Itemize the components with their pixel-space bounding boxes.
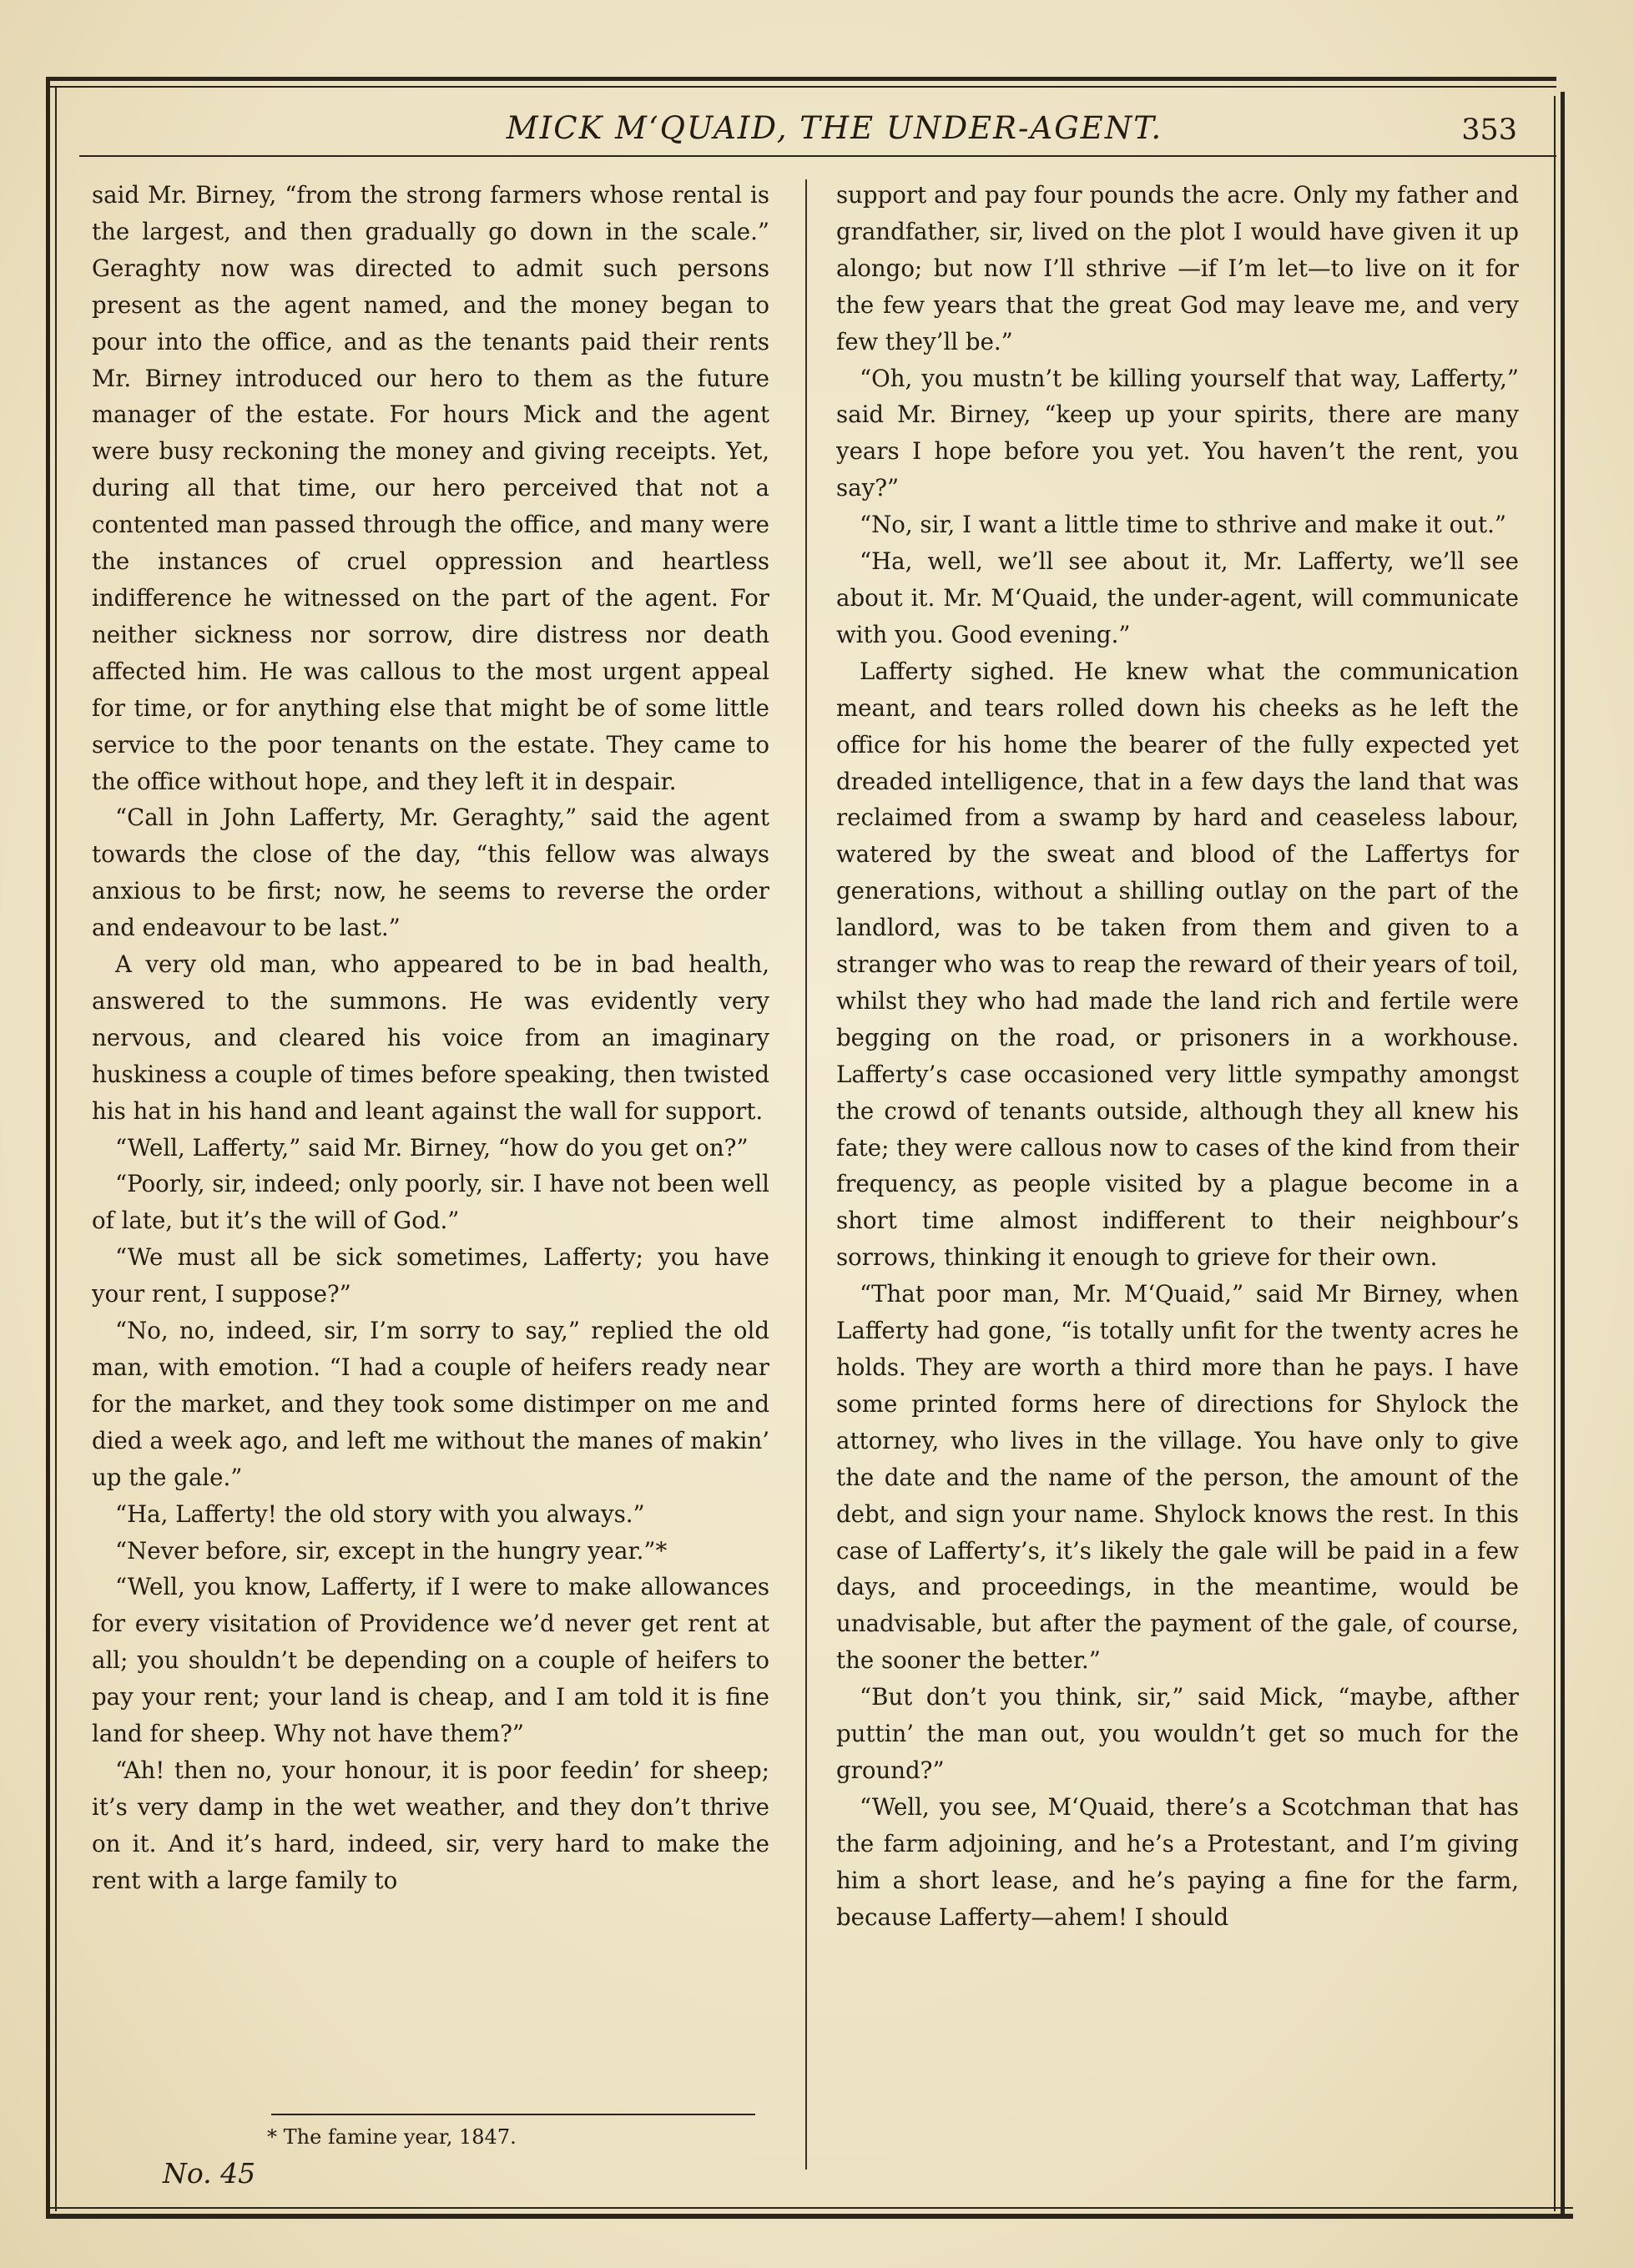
paragraph: “Ha, well, we’ll see about it, Mr. Lafferty, we’ll see about it. Mr. M‘Quaid, the under-agent, will communicate with you. Good evening.” bbox=[836, 547, 1519, 648]
footnote: * The famine year, 1847. bbox=[267, 2125, 517, 2149]
paragraph: “That poor man, Mr. M‘Quaid,” said Mr Birney, when Lafferty had gone, “is totally unfit for the twenty acres he holds. They are worth a third more than he pays. I have some printed forms here of directions for Shylock the attorney, who lives in the village. You have only to give the date and the name of the person, the amount of the debt, and sign your name. Shylock knows the rest. In this case of Lafferty’s, it’s likely the gale will be paid in a few days, and proceedings, in the meantime, would be unadvisable, but after the payment of the gale, of course, the sooner the better.” bbox=[836, 1280, 1519, 1675]
paragraph: “Call in John Lafferty, Mr. Geraghty,” said the agent towards the close of the day, “this fellow was always anxious to be first; now, he seems to reverse the order and endeavour to be last.” bbox=[92, 804, 769, 942]
bottom-rule-thin bbox=[46, 2207, 1573, 2209]
paragraph: “Ha, Lafferty! the old story with you always.” bbox=[115, 1499, 645, 1528]
paragraph: “But don’t you think, sir,” said Mick, “maybe, afther puttin’ the man out, you wouldn’t get so much for the ground?” bbox=[836, 1683, 1519, 1784]
top-rule-thick bbox=[46, 77, 1556, 81]
paragraph: “Ah! then no, your honour, it is poor feedin’ for sheep; it’s very damp in the wet weather, and they don’t thrive on it. And it’s hard, indeed, sir, very hard to make the rent with a large family to bbox=[92, 1756, 769, 1894]
paragraph: A very old man, who appeared to be in bad health, answered to the summons. He was evidently very nervous, and cleared his voice from an imaginary huskiness a couple of times before speaking, then twisted his hat in his hand and leant against the wall for support. bbox=[92, 950, 769, 1125]
column-divider bbox=[805, 179, 807, 2170]
paragraph: “Well, you see, M‘Quaid, there’s a Scotchman that has the farm adjoining, and he’s a Protestant, and I’m giving him a short lease, and he’s paying a fine for the farm, because Lafferty—ahem! I should bbox=[836, 1792, 1519, 1931]
header-rule bbox=[79, 155, 1556, 157]
paragraph: support and pay four pounds the acre. Only my father and grandfather, sir, lived on the plot I would have given it up alongo; but now I’ll sthrive —if I’m let—to live on it for the few years that the great God may leave me, and very few they’ll be.” bbox=[836, 181, 1519, 355]
right-border-rule bbox=[1561, 92, 1565, 2219]
paragraph: “We must all be sick sometimes, Lafferty; you have your rent, I suppose?” bbox=[92, 1243, 769, 1308]
left-column bbox=[92, 177, 769, 1899]
left-border-rule bbox=[46, 77, 50, 2219]
signature-mark: No. 45 bbox=[163, 2157, 256, 2190]
paragraph: “No, no, indeed, sir, I’m sorry to say,” replied the old man, with emotion. “I had a couple of heifers ready near for the market, and they took some distimper on me and died a week ago, and left me without the manes of makin’ up the gale.” bbox=[92, 1317, 769, 1491]
paragraph: “Well, you know, Lafferty, if I were to make allowances for every visitation of Providence we’d never get rent at all; you shouldn’t be depending on a couple of heifers to pay your rent; your land is cheap, and I am told it is fine land for sheep. Why not have them?” bbox=[92, 1573, 769, 1748]
footnote-rule bbox=[271, 2114, 755, 2115]
top-rule-thin bbox=[46, 86, 1556, 88]
paragraph: “No, sir, I want a little time to sthrive and make it out.” bbox=[860, 511, 1506, 539]
right-column bbox=[836, 177, 1519, 1936]
right-border-rule-inner bbox=[1554, 96, 1556, 2211]
paragraph: Lafferty sighed. He knew what the communication meant, and tears rolled down his cheeks as he left the office for his home the bearer of the fully expected yet dreaded intelligence, that in a few days the land that was reclaimed from a swamp by hard and ceaseless labour, watered by the sweat and blood of the Laffertys for generations, without a shilling outlay on the part of the landlord, was to be taken from them and given to a stranger who was to reap the reward of their years of toil, whilst they who had made the land rich and fertile were begging on the road, or prisoners in a workhouse. Lafferty’s case occasioned very little sympathy amongst the crowd of tenants outside, although they all knew his fate; they were callous now to cases of the kind from their frequency, as people visited by a plague become in a short time almost indifferent to their neighbour’s sorrows, thinking it enough to grieve for their own. bbox=[836, 657, 1519, 1272]
running-title: MICK M‘QUAID, THE UNDER-AGENT. bbox=[506, 110, 1163, 146]
bottom-rule-thick bbox=[46, 2214, 1573, 2219]
paragraph: “Poorly, sir, indeed; only poorly, sir. I have not been well of late, but it’s the will of God.” bbox=[92, 1170, 769, 1235]
paragraph: “Well, Lafferty,” said Mr. Birney, “how do you get on?” bbox=[115, 1133, 749, 1162]
paragraph: “Oh, you mustn’t be killing yourself that way, Lafferty,” said Mr. Birney, “keep up your spirits, there are many years I hope before you yet. You haven’t the rent, you say?” bbox=[836, 364, 1519, 502]
paragraph: “Never before, sir, except in the hungry year.”* bbox=[115, 1536, 668, 1565]
paragraph: said Mr. Birney, “from the strong farmers whose rental is the largest, and then gradually go down in the scale.” Geraghty now was directed to admit such persons present as the agent named, and the money began to pour into the office, and as the tenants paid their rents Mr. Birney introduced our hero to them as the future manager of the estate. For hours Mick and the agent were busy reckoning the money and giving receipts. Yet, during all that time, our hero perceived that not a contented man passed through the office, and many were the instances of cruel oppression and heartless indifference he witnessed on the part of the agent. For neither sickness nor sorrow, dire distress nor death affected him. He was callous to the most urgent appeal for time, or for anything else that might be of some little service to the poor tenants on the estate. They came to the office without hope, and they left it in despair. bbox=[92, 181, 769, 795]
left-border-rule-inner bbox=[55, 88, 57, 2211]
page-number: 353 bbox=[1461, 113, 1517, 147]
